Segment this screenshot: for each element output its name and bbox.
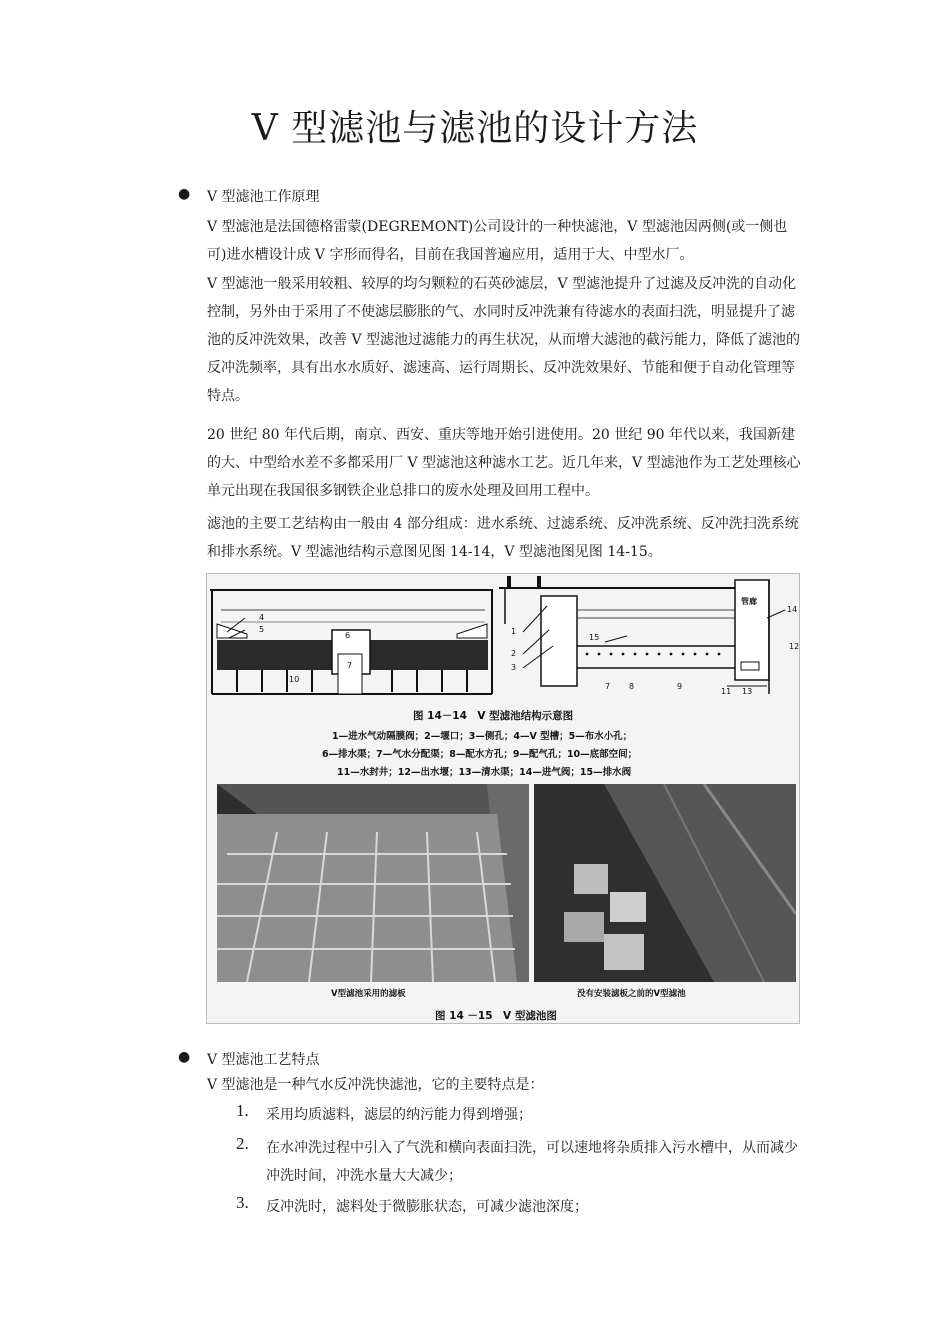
list-text: 反冲洗时，滤料处于微膨胀状态，可减少滤池深度； [266, 1199, 588, 1215]
label-2: 2 [511, 649, 517, 658]
paragraph: 滤池的主要工艺结构由一般由 4 部分组成：进水系统、过滤系统、反冲洗系统、反冲洗扫洗系统和排水系统。V 型滤池结构示意图见图 14-14，V 型滤池图见图 14-15。 [207, 516, 799, 560]
photo-right-caption: 没有安装滤板之前的V型滤池 [577, 989, 686, 999]
list-number: 3. [236, 1193, 249, 1212]
label-4: 4 [259, 613, 265, 622]
list-text: 在水冲洗过程中引入了气洗和横向表面扫洗，可以速地将杂质排入污水槽中，从而减少冲洗时间，冲洗水量大大减少； [266, 1140, 798, 1184]
label-gallery: 管廊 [741, 597, 757, 606]
label-12: 12 [789, 642, 800, 651]
photo-left-caption: V型滤池采用的滤板 [331, 989, 406, 999]
list-text: 采用均质滤料，滤层的纳污能力得到增强； [266, 1107, 532, 1123]
photo-filter-empty [534, 784, 796, 982]
cross-section-left [210, 590, 493, 694]
bullet-icon: ● [178, 1049, 191, 1065]
figure-legend-line: 6—排水渠；7—气水分配渠；8—配水方孔；9—配气孔；10—底部空间； [322, 749, 638, 760]
label-15: 15 [589, 633, 600, 642]
label-10: 10 [289, 675, 300, 684]
photo-filter-plates [217, 784, 529, 982]
label-13: 13 [742, 687, 753, 696]
paragraph: V 型滤池一般采用较粗、较厚的均匀颗粒的石英砂滤层，V 型滤池提升了过滤及反冲洗的自动化控制，另外由于采用了不使滤层膨胀的气、水同时反冲洗兼有待滤水的表面扫洗，明显提升了滤池的反冲洗效果，改善 V 型滤池过滤能力的再生状况，从而增大滤池的截污能力，降低了滤池的反冲洗频率，具有出水水质好、滤速高、运行周期长、反冲洗效果好、节能和便于自动化管理等特点。 [207, 276, 801, 404]
figure-caption-14-15: 图 14 －15 V 型滤池图 [435, 1010, 557, 1022]
list-item [236, 1134, 802, 1190]
paragraph-intro: V 型滤池是一种气水反冲洗快滤池，它的主要特点是： [207, 1077, 544, 1093]
structure-diagram [207, 574, 800, 709]
label-11: 11 [721, 687, 732, 696]
figure-caption-14-14: 图 14－14 V 型滤池结构示意图 [413, 710, 574, 722]
longitudinal-section-right [499, 576, 799, 696]
page-title: V 型滤池与滤池的设计方法 [251, 108, 699, 149]
list-item [236, 1101, 802, 1129]
label-8: 8 [629, 682, 635, 691]
figure-legend-line: 11—水封井；12—出水堰；13—清水渠；14—进气阀；15—排水阀 [337, 767, 632, 778]
paragraph: V 型滤池是法国德格雷蒙(DEGREMONT)公司设计的一种快滤池，V 型滤池因两侧(或一侧也可)进水槽设计成 V 字形而得名，目前在我国普遍应用，适用于大、中型水厂。 [207, 219, 788, 263]
section-heading-text: V 型滤池工艺特点 [207, 1052, 320, 1068]
label-1: 1 [511, 627, 517, 636]
list-number: 2. [236, 1134, 249, 1153]
label-6: 6 [345, 631, 351, 640]
label-3: 3 [511, 663, 517, 672]
paragraph: 20 世纪 80 年代后期，南京、西安、重庆等地开始引进使用。20 世纪 90 年代以来，我国新建的大、中型给水差不多都采用厂 V 型滤池这种滤水工艺。近几年来，V 型滤池作为工艺处理核心单元出现在我国很多钢铁企业总排口的废水处理及回用工程中。 [207, 427, 801, 499]
label-7b: 7 [605, 682, 611, 691]
list-number: 1. [236, 1101, 249, 1120]
list-item [236, 1193, 802, 1221]
label-7: 7 [347, 661, 353, 670]
bullet-icon: ● [178, 186, 191, 202]
section-heading-text: V 型滤池工作原理 [207, 189, 320, 205]
label-14: 14 [787, 605, 798, 614]
figure-v-filter [206, 573, 800, 1024]
figure-legend-line: 1—进水气动隔膜阀；2—堰口；3—侧孔；4—V 型槽；5—布水小孔； [332, 731, 633, 742]
label-5: 5 [259, 625, 265, 634]
label-9: 9 [677, 682, 683, 691]
